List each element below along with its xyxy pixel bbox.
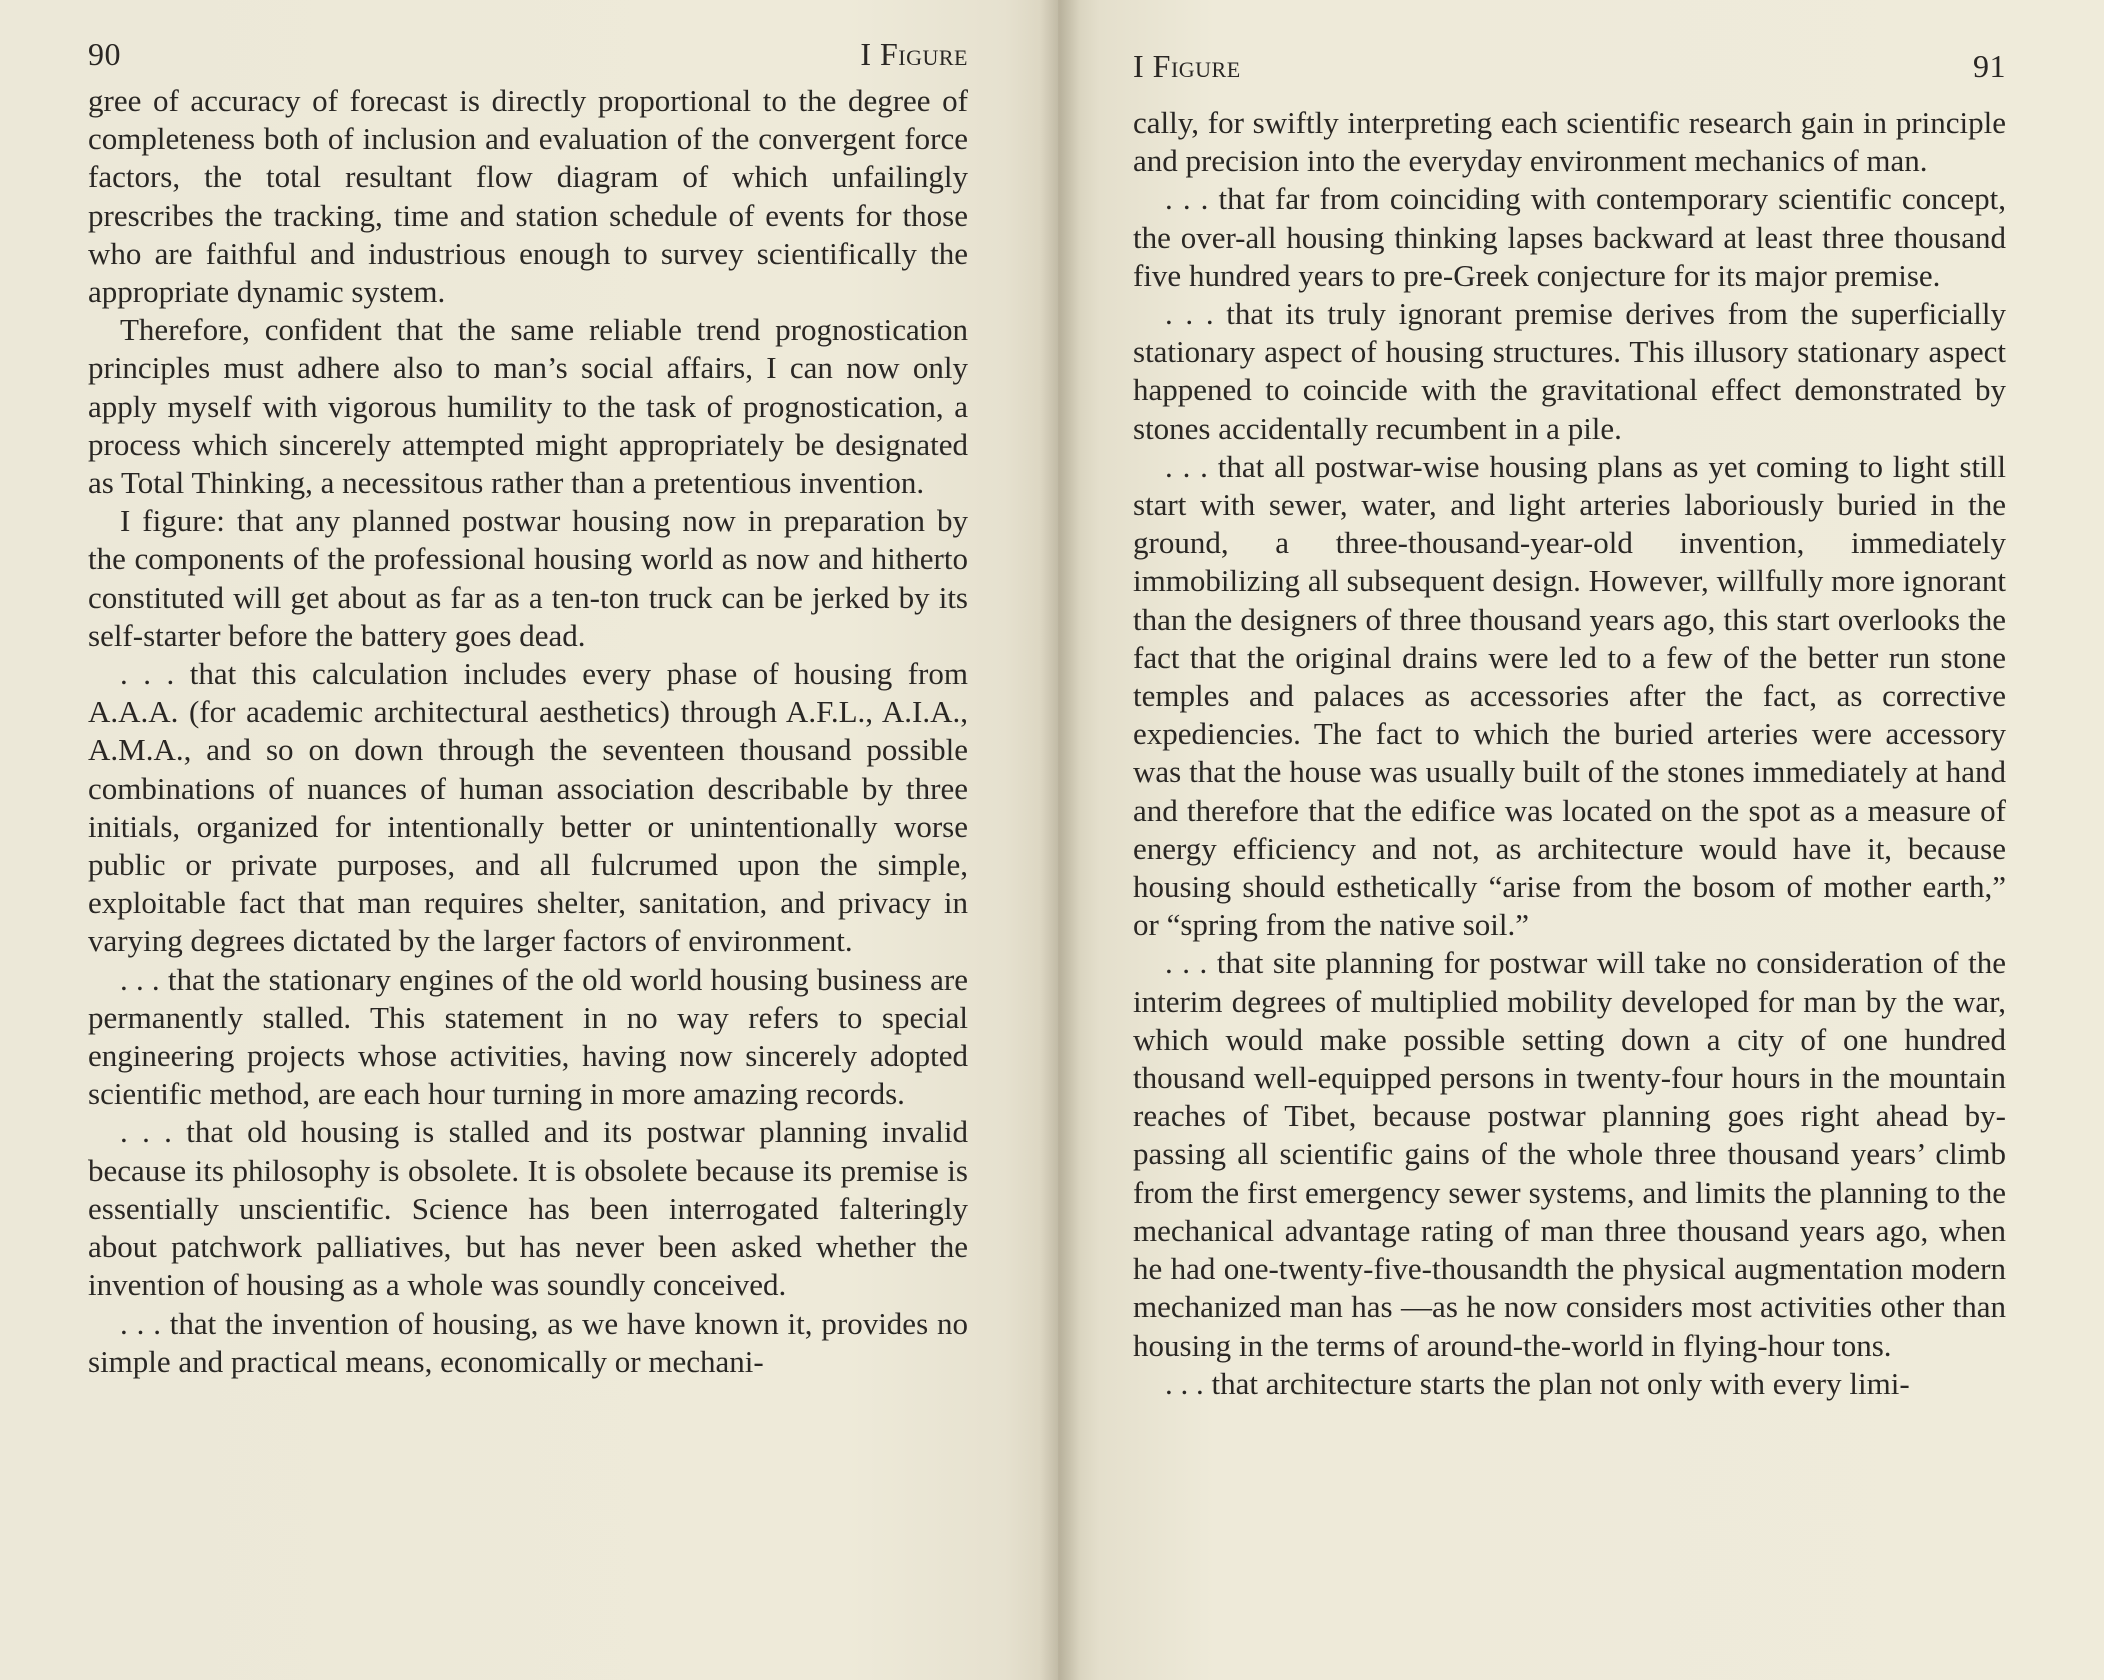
right-body-text <box>1133 104 2006 1403</box>
paragraph: . . . that this calculation includes every phase of housing from A.A.A. (for academic architectural aesthetics) through A.F.L., A.I.A., A.M.A., and so on down through the seventeen thousand possible combinations of nuances of human association describable by three initials, organized for intentionally better or unintentionally worse public or private purposes, and all fulcrumed upon the simple, exploitable fact that man requires shelter, sanitation, and privacy in varying degrees dictated by the larger factors of environment. <box>88 656 968 959</box>
paragraph: . . . that architecture starts the plan not only with every limi- <box>1165 1365 1910 1401</box>
paragraph: cally, for swiftly interpreting each scientific research gain in principle and precision into the everyday environment mechanics of man. <box>1133 105 2006 179</box>
paragraph: gree of accuracy of forecast is directly proportional to the degree of completeness both of inclusion and evaluation of the convergent force factors, the total resultant flow diagram of which unfailingly prescribes the tracking, time and station schedule of events for those who are faithful and industrious enough to survey scientifically the appropriate dynamic system. <box>88 83 968 310</box>
right-running-head <box>1133 48 2006 92</box>
right-page <box>1058 0 2104 1680</box>
left-running-head <box>88 36 968 80</box>
paragraph: Therefore, confident that the same reliable trend prognostication principles must adhere also to man’s social affairs, I can now only apply myself with vigorous humility to the task of prognostication, a process which sincerely attempted might appropriately be designated as Total Thinking, a necessitous rather than a pretentious invention. <box>88 312 968 501</box>
paragraph: . . . that the stationary engines of the old world housing business are permanently stalled. This statement in no way refers to special engineering projects whose activities, having now sincerely adopted scientific method, are each hour turning in more amazing records. <box>88 961 968 1112</box>
paragraph: . . . that site planning for postwar will take no consideration of the interim degrees of multiplied mobility developed for man by the war, which would make possible setting down a city of one hundred thousand well-equipped persons in twenty-four hours in the mountain reaches of Tibet, because postwar planning goes right ahead by-passing all scientific gains of the whole three thousand years’ climb from the first emergency sewer systems, and limits the planning to the mechanical advantage rating of man three thousand years ago, when he had one-twenty-five-thousandth the physical augmentation modern mechanized man has —as he now considers most activities other than housing in the terms of around-the-world in flying-hour tons. <box>1133 945 2006 1363</box>
paragraph: . . . that its truly ignorant premise derives from the superficially stationary aspect of housing structures. This illusory stationary aspect happened to coincide with the gravitational effect demonstrated by stones accidentally recumbent in a pile. <box>1133 296 2006 446</box>
paragraph: . . . that old housing is stalled and its postwar planning invalid because its philosophy is obsolete. It is obsolete because its premise is essentially unscientific. Science has been interrogated falteringly about patchwork palliatives, but has never been asked whether the invention of housing as a whole was soundly conceived. <box>88 1114 968 1303</box>
running-title: I Figure <box>860 36 968 72</box>
page-number: 90 <box>88 36 121 72</box>
running-title: I Figure <box>1133 48 1241 84</box>
paragraph: . . . that the invention of housing, as we have known it, provides no simple and practical means, economically or mechani- <box>88 1305 968 1379</box>
paragraph: . . . that far from coinciding with contemporary scientific concept, the over-all housing thinking lapses backward at least three thousand five hundred years to pre-Greek conjecture for its major premise. <box>1133 181 2006 293</box>
paragraph: I figure: that any planned postwar housing now in preparation by the components of the professional housing world as now and hitherto constituted will get about as far as a ten-ton truck can be jerked by its self-starter before the battery goes dead. <box>88 503 968 653</box>
page-number: 91 <box>1973 48 2006 84</box>
paragraph: . . . that all postwar-wise housing plans as yet coming to light still start with sewer, water, and light arteries laboriously buried in the ground, a three-thousand-year-old invention, immediately immobilizing all subsequent design. However, willfully more ignorant than the designers of three thousand years ago, this start overlooks the fact that the original drains were led to a few of the better run stone temples and palaces as accessories after the fact, as corrective expediencies. The fact to which the buried arteries were accessory was that the house was usually built of the stones immediately at hand and therefore that the edifice was located on the spot as a measure of energy efficiency and not, as architecture would have it, because housing should esthetically “arise from the bosom of mother earth,” or “spring from the native soil.” <box>1133 448 2006 943</box>
left-body-text <box>88 82 968 1381</box>
